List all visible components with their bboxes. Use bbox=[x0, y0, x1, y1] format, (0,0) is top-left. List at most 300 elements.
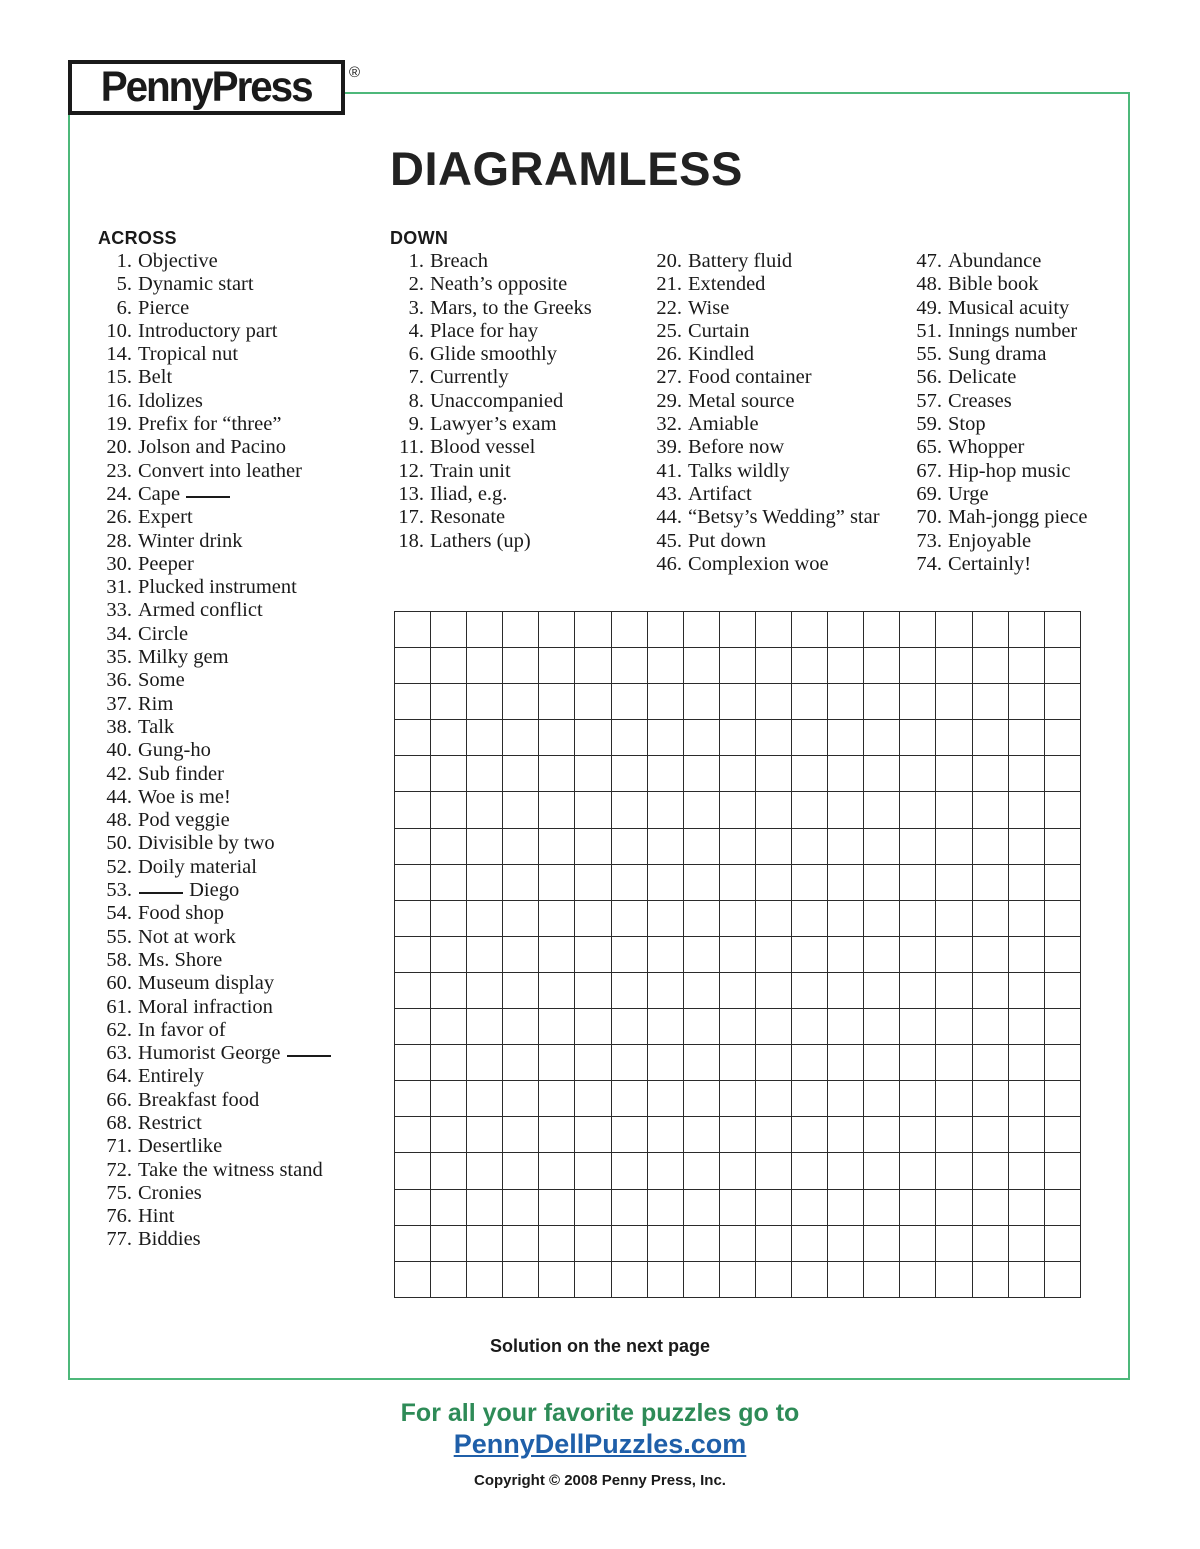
grid-cell[interactable] bbox=[828, 1009, 864, 1045]
grid-cell[interactable] bbox=[431, 1189, 467, 1225]
grid-cell[interactable] bbox=[1044, 792, 1080, 828]
grid-cell[interactable] bbox=[395, 720, 431, 756]
grid-cell[interactable] bbox=[936, 648, 972, 684]
grid-cell[interactable] bbox=[755, 1117, 791, 1153]
grid-cell[interactable] bbox=[503, 648, 539, 684]
grid-cell[interactable] bbox=[864, 1189, 900, 1225]
grid-cell[interactable] bbox=[467, 1225, 503, 1261]
grid-cell[interactable] bbox=[467, 972, 503, 1008]
grid-cell[interactable] bbox=[936, 972, 972, 1008]
grid-cell[interactable] bbox=[719, 720, 755, 756]
grid-cell[interactable] bbox=[1044, 1045, 1080, 1081]
grid-cell[interactable] bbox=[1008, 684, 1044, 720]
grid-cell[interactable] bbox=[792, 972, 828, 1008]
grid-cell[interactable] bbox=[1008, 1153, 1044, 1189]
grid-cell[interactable] bbox=[792, 1081, 828, 1117]
grid-cell[interactable] bbox=[611, 828, 647, 864]
grid-cell[interactable] bbox=[539, 792, 575, 828]
grid-cell[interactable] bbox=[683, 1153, 719, 1189]
grid-cell[interactable] bbox=[900, 1225, 936, 1261]
grid-cell[interactable] bbox=[900, 792, 936, 828]
grid-cell[interactable] bbox=[575, 612, 611, 648]
grid-cell[interactable] bbox=[936, 1261, 972, 1297]
grid-cell[interactable] bbox=[395, 864, 431, 900]
grid-cell[interactable] bbox=[575, 1261, 611, 1297]
grid-cell[interactable] bbox=[647, 1117, 683, 1153]
grid-cell[interactable] bbox=[683, 1225, 719, 1261]
grid-cell[interactable] bbox=[575, 1045, 611, 1081]
grid-cell[interactable] bbox=[1044, 612, 1080, 648]
grid-cell[interactable] bbox=[467, 648, 503, 684]
grid-cell[interactable] bbox=[719, 1045, 755, 1081]
grid-cell[interactable] bbox=[864, 864, 900, 900]
grid-cell[interactable] bbox=[828, 900, 864, 936]
grid-cell[interactable] bbox=[900, 900, 936, 936]
grid-cell[interactable] bbox=[683, 756, 719, 792]
grid-cell[interactable] bbox=[647, 720, 683, 756]
grid-cell[interactable] bbox=[647, 1045, 683, 1081]
grid-cell[interactable] bbox=[972, 900, 1008, 936]
grid-cell[interactable] bbox=[503, 972, 539, 1008]
grid-cell[interactable] bbox=[719, 828, 755, 864]
grid-cell[interactable] bbox=[719, 684, 755, 720]
grid-cell[interactable] bbox=[647, 1261, 683, 1297]
grid-cell[interactable] bbox=[1044, 972, 1080, 1008]
grid-cell[interactable] bbox=[828, 864, 864, 900]
grid-cell[interactable] bbox=[431, 1117, 467, 1153]
grid-cell[interactable] bbox=[936, 720, 972, 756]
grid-cell[interactable] bbox=[683, 972, 719, 1008]
grid-cell[interactable] bbox=[755, 1225, 791, 1261]
grid-cell[interactable] bbox=[611, 684, 647, 720]
grid-cell[interactable] bbox=[755, 1045, 791, 1081]
grid-cell[interactable] bbox=[395, 612, 431, 648]
grid-cell[interactable] bbox=[755, 756, 791, 792]
grid-cell[interactable] bbox=[431, 612, 467, 648]
grid-cell[interactable] bbox=[719, 792, 755, 828]
grid-cell[interactable] bbox=[972, 1261, 1008, 1297]
grid-cell[interactable] bbox=[467, 1117, 503, 1153]
grid-cell[interactable] bbox=[719, 900, 755, 936]
grid-cell[interactable] bbox=[647, 1189, 683, 1225]
grid-cell[interactable] bbox=[1008, 756, 1044, 792]
grid-cell[interactable] bbox=[431, 936, 467, 972]
grid-cell[interactable] bbox=[611, 756, 647, 792]
grid-cell[interactable] bbox=[467, 684, 503, 720]
grid-cell[interactable] bbox=[900, 972, 936, 1008]
grid-cell[interactable] bbox=[972, 1153, 1008, 1189]
promo-url-link[interactable]: PennyDellPuzzles.com bbox=[453, 1429, 747, 1459]
grid-cell[interactable] bbox=[936, 1153, 972, 1189]
grid-cell[interactable] bbox=[828, 1081, 864, 1117]
grid-cell[interactable] bbox=[900, 1009, 936, 1045]
grid-cell[interactable] bbox=[467, 1081, 503, 1117]
grid-cell[interactable] bbox=[936, 1225, 972, 1261]
grid-cell[interactable] bbox=[683, 936, 719, 972]
grid-cell[interactable] bbox=[395, 684, 431, 720]
grid-cell[interactable] bbox=[395, 1117, 431, 1153]
grid-cell[interactable] bbox=[755, 612, 791, 648]
grid-cell[interactable] bbox=[864, 1153, 900, 1189]
grid-cell[interactable] bbox=[1008, 864, 1044, 900]
grid-cell[interactable] bbox=[828, 1045, 864, 1081]
grid-cell[interactable] bbox=[719, 1081, 755, 1117]
grid-cell[interactable] bbox=[611, 792, 647, 828]
grid-cell[interactable] bbox=[395, 1153, 431, 1189]
grid-cell[interactable] bbox=[539, 1081, 575, 1117]
grid-cell[interactable] bbox=[828, 756, 864, 792]
grid-cell[interactable] bbox=[539, 1189, 575, 1225]
grid-cell[interactable] bbox=[1008, 936, 1044, 972]
diagramless-puzzle-grid[interactable] bbox=[394, 611, 1081, 1298]
grid-cell[interactable] bbox=[575, 936, 611, 972]
grid-cell[interactable] bbox=[755, 864, 791, 900]
grid-cell[interactable] bbox=[575, 1009, 611, 1045]
grid-cell[interactable] bbox=[719, 864, 755, 900]
grid-cell[interactable] bbox=[539, 972, 575, 1008]
grid-cell[interactable] bbox=[467, 720, 503, 756]
grid-cell[interactable] bbox=[900, 684, 936, 720]
grid-cell[interactable] bbox=[539, 864, 575, 900]
grid-cell[interactable] bbox=[395, 1225, 431, 1261]
grid-cell[interactable] bbox=[611, 1081, 647, 1117]
grid-cell[interactable] bbox=[828, 792, 864, 828]
grid-cell[interactable] bbox=[1044, 1153, 1080, 1189]
grid-cell[interactable] bbox=[755, 828, 791, 864]
grid-cell[interactable] bbox=[503, 1081, 539, 1117]
grid-cell[interactable] bbox=[1044, 720, 1080, 756]
grid-cell[interactable] bbox=[1008, 1045, 1044, 1081]
grid-cell[interactable] bbox=[1008, 1225, 1044, 1261]
grid-cell[interactable] bbox=[611, 1117, 647, 1153]
grid-cell[interactable] bbox=[792, 864, 828, 900]
grid-cell[interactable] bbox=[1044, 1117, 1080, 1153]
grid-cell[interactable] bbox=[972, 1117, 1008, 1153]
grid-cell[interactable] bbox=[503, 864, 539, 900]
grid-cell[interactable] bbox=[1044, 936, 1080, 972]
grid-cell[interactable] bbox=[1008, 1261, 1044, 1297]
grid-cell[interactable] bbox=[792, 684, 828, 720]
grid-cell[interactable] bbox=[864, 972, 900, 1008]
grid-cell[interactable] bbox=[395, 900, 431, 936]
grid-cell[interactable] bbox=[611, 1153, 647, 1189]
grid-cell[interactable] bbox=[503, 1261, 539, 1297]
grid-cell[interactable] bbox=[467, 1045, 503, 1081]
grid-cell[interactable] bbox=[936, 936, 972, 972]
grid-cell[interactable] bbox=[611, 864, 647, 900]
grid-cell[interactable] bbox=[395, 1009, 431, 1045]
grid-cell[interactable] bbox=[575, 792, 611, 828]
grid-cell[interactable] bbox=[647, 828, 683, 864]
grid-cell[interactable] bbox=[467, 612, 503, 648]
grid-cell[interactable] bbox=[647, 972, 683, 1008]
grid-cell[interactable] bbox=[683, 1261, 719, 1297]
grid-cell[interactable] bbox=[611, 972, 647, 1008]
grid-cell[interactable] bbox=[864, 1081, 900, 1117]
grid-cell[interactable] bbox=[792, 936, 828, 972]
grid-cell[interactable] bbox=[683, 648, 719, 684]
grid-cell[interactable] bbox=[611, 1045, 647, 1081]
grid-cell[interactable] bbox=[864, 612, 900, 648]
grid-cell[interactable] bbox=[1044, 648, 1080, 684]
grid-cell[interactable] bbox=[900, 612, 936, 648]
grid-cell[interactable] bbox=[1044, 900, 1080, 936]
grid-cell[interactable] bbox=[575, 648, 611, 684]
grid-cell[interactable] bbox=[972, 684, 1008, 720]
grid-cell[interactable] bbox=[972, 864, 1008, 900]
grid-cell[interactable] bbox=[395, 1261, 431, 1297]
grid-cell[interactable] bbox=[575, 972, 611, 1008]
grid-cell[interactable] bbox=[719, 648, 755, 684]
grid-cell[interactable] bbox=[828, 1189, 864, 1225]
grid-cell[interactable] bbox=[467, 828, 503, 864]
grid-cell[interactable] bbox=[864, 648, 900, 684]
grid-cell[interactable] bbox=[900, 1153, 936, 1189]
grid-cell[interactable] bbox=[828, 684, 864, 720]
grid-cell[interactable] bbox=[539, 1225, 575, 1261]
grid-cell[interactable] bbox=[503, 612, 539, 648]
grid-cell[interactable] bbox=[900, 864, 936, 900]
grid-cell[interactable] bbox=[647, 792, 683, 828]
grid-cell[interactable] bbox=[1044, 864, 1080, 900]
grid-cell[interactable] bbox=[1008, 1189, 1044, 1225]
grid-cell[interactable] bbox=[755, 1009, 791, 1045]
grid-cell[interactable] bbox=[431, 1153, 467, 1189]
grid-cell[interactable] bbox=[647, 1009, 683, 1045]
grid-cell[interactable] bbox=[611, 936, 647, 972]
grid-cell[interactable] bbox=[792, 648, 828, 684]
grid-cell[interactable] bbox=[503, 1225, 539, 1261]
grid-cell[interactable] bbox=[972, 828, 1008, 864]
grid-cell[interactable] bbox=[539, 900, 575, 936]
grid-cell[interactable] bbox=[719, 1261, 755, 1297]
grid-cell[interactable] bbox=[683, 900, 719, 936]
grid-cell[interactable] bbox=[972, 936, 1008, 972]
grid-cell[interactable] bbox=[467, 1189, 503, 1225]
grid-cell[interactable] bbox=[647, 936, 683, 972]
grid-cell[interactable] bbox=[575, 1117, 611, 1153]
grid-cell[interactable] bbox=[792, 1189, 828, 1225]
grid-cell[interactable] bbox=[1044, 1081, 1080, 1117]
grid-cell[interactable] bbox=[719, 1009, 755, 1045]
grid-cell[interactable] bbox=[503, 720, 539, 756]
grid-cell[interactable] bbox=[936, 828, 972, 864]
grid-cell[interactable] bbox=[719, 972, 755, 1008]
grid-cell[interactable] bbox=[936, 612, 972, 648]
grid-cell[interactable] bbox=[575, 828, 611, 864]
grid-cell[interactable] bbox=[864, 1225, 900, 1261]
grid-cell[interactable] bbox=[864, 1009, 900, 1045]
grid-cell[interactable] bbox=[900, 1261, 936, 1297]
grid-cell[interactable] bbox=[503, 1009, 539, 1045]
grid-cell[interactable] bbox=[828, 1153, 864, 1189]
grid-cell[interactable] bbox=[1044, 1261, 1080, 1297]
grid-cell[interactable] bbox=[1008, 972, 1044, 1008]
grid-cell[interactable] bbox=[611, 720, 647, 756]
grid-cell[interactable] bbox=[467, 1009, 503, 1045]
grid-cell[interactable] bbox=[828, 828, 864, 864]
grid-cell[interactable] bbox=[936, 900, 972, 936]
grid-cell[interactable] bbox=[755, 972, 791, 1008]
grid-cell[interactable] bbox=[395, 792, 431, 828]
grid-cell[interactable] bbox=[1008, 900, 1044, 936]
grid-cell[interactable] bbox=[647, 1153, 683, 1189]
grid-cell[interactable] bbox=[828, 1225, 864, 1261]
grid-cell[interactable] bbox=[431, 1009, 467, 1045]
grid-cell[interactable] bbox=[503, 1117, 539, 1153]
grid-cell[interactable] bbox=[683, 1081, 719, 1117]
grid-cell[interactable] bbox=[900, 720, 936, 756]
grid-cell[interactable] bbox=[936, 864, 972, 900]
grid-cell[interactable] bbox=[972, 1189, 1008, 1225]
grid-cell[interactable] bbox=[395, 648, 431, 684]
grid-cell[interactable] bbox=[972, 1081, 1008, 1117]
grid-cell[interactable] bbox=[792, 1225, 828, 1261]
grid-cell[interactable] bbox=[864, 792, 900, 828]
grid-cell[interactable] bbox=[647, 864, 683, 900]
grid-cell[interactable] bbox=[1044, 756, 1080, 792]
grid-cell[interactable] bbox=[467, 1153, 503, 1189]
grid-cell[interactable] bbox=[719, 612, 755, 648]
grid-cell[interactable] bbox=[503, 900, 539, 936]
grid-cell[interactable] bbox=[431, 792, 467, 828]
grid-cell[interactable] bbox=[972, 1009, 1008, 1045]
grid-cell[interactable] bbox=[792, 1153, 828, 1189]
grid-cell[interactable] bbox=[792, 1261, 828, 1297]
grid-cell[interactable] bbox=[683, 1009, 719, 1045]
grid-cell[interactable] bbox=[431, 900, 467, 936]
grid-cell[interactable] bbox=[719, 936, 755, 972]
grid-cell[interactable] bbox=[539, 1153, 575, 1189]
grid-cell[interactable] bbox=[1008, 1009, 1044, 1045]
grid-cell[interactable] bbox=[575, 864, 611, 900]
grid-cell[interactable] bbox=[1008, 828, 1044, 864]
grid-cell[interactable] bbox=[792, 792, 828, 828]
grid-cell[interactable] bbox=[792, 756, 828, 792]
grid-cell[interactable] bbox=[395, 1045, 431, 1081]
grid-cell[interactable] bbox=[864, 1261, 900, 1297]
grid-cell[interactable] bbox=[936, 1045, 972, 1081]
grid-cell[interactable] bbox=[539, 612, 575, 648]
grid-cell[interactable] bbox=[900, 648, 936, 684]
grid-cell[interactable] bbox=[431, 1225, 467, 1261]
grid-cell[interactable] bbox=[1008, 648, 1044, 684]
grid-cell[interactable] bbox=[792, 828, 828, 864]
grid-cell[interactable] bbox=[755, 720, 791, 756]
grid-cell[interactable] bbox=[431, 1045, 467, 1081]
grid-cell[interactable] bbox=[900, 1081, 936, 1117]
grid-cell[interactable] bbox=[647, 648, 683, 684]
grid-cell[interactable] bbox=[792, 612, 828, 648]
grid-cell[interactable] bbox=[972, 756, 1008, 792]
grid-cell[interactable] bbox=[431, 720, 467, 756]
grid-cell[interactable] bbox=[539, 648, 575, 684]
grid-cell[interactable] bbox=[755, 1153, 791, 1189]
grid-cell[interactable] bbox=[575, 684, 611, 720]
grid-cell[interactable] bbox=[611, 1261, 647, 1297]
grid-cell[interactable] bbox=[611, 1225, 647, 1261]
grid-cell[interactable] bbox=[503, 828, 539, 864]
grid-cell[interactable] bbox=[864, 900, 900, 936]
grid-cell[interactable] bbox=[539, 936, 575, 972]
grid-cell[interactable] bbox=[828, 1261, 864, 1297]
grid-cell[interactable] bbox=[936, 684, 972, 720]
grid-cell[interactable] bbox=[755, 936, 791, 972]
grid-cell[interactable] bbox=[539, 1045, 575, 1081]
grid-cell[interactable] bbox=[900, 756, 936, 792]
grid-cell[interactable] bbox=[683, 1189, 719, 1225]
grid-cell[interactable] bbox=[467, 864, 503, 900]
grid-cell[interactable] bbox=[828, 720, 864, 756]
grid-cell[interactable] bbox=[395, 1189, 431, 1225]
grid-cell[interactable] bbox=[828, 972, 864, 1008]
grid-cell[interactable] bbox=[395, 1081, 431, 1117]
grid-cell[interactable] bbox=[755, 1189, 791, 1225]
grid-cell[interactable] bbox=[503, 756, 539, 792]
grid-cell[interactable] bbox=[1044, 828, 1080, 864]
grid-cell[interactable] bbox=[575, 1081, 611, 1117]
grid-cell[interactable] bbox=[539, 1261, 575, 1297]
grid-cell[interactable] bbox=[719, 756, 755, 792]
grid-cell[interactable] bbox=[395, 936, 431, 972]
grid-cell[interactable] bbox=[936, 1117, 972, 1153]
grid-cell[interactable] bbox=[936, 1081, 972, 1117]
grid-cell[interactable] bbox=[683, 828, 719, 864]
grid-cell[interactable] bbox=[900, 828, 936, 864]
grid-cell[interactable] bbox=[972, 648, 1008, 684]
grid-cell[interactable] bbox=[864, 936, 900, 972]
grid-cell[interactable] bbox=[900, 1189, 936, 1225]
grid-cell[interactable] bbox=[719, 1117, 755, 1153]
grid-cell[interactable] bbox=[575, 1153, 611, 1189]
grid-cell[interactable] bbox=[503, 1045, 539, 1081]
grid-cell[interactable] bbox=[683, 720, 719, 756]
grid-cell[interactable] bbox=[1044, 684, 1080, 720]
grid-cell[interactable] bbox=[467, 936, 503, 972]
grid-cell[interactable] bbox=[431, 1261, 467, 1297]
grid-cell[interactable] bbox=[611, 612, 647, 648]
grid-cell[interactable] bbox=[719, 1153, 755, 1189]
grid-cell[interactable] bbox=[864, 1117, 900, 1153]
grid-cell[interactable] bbox=[972, 1045, 1008, 1081]
grid-cell[interactable] bbox=[1044, 1009, 1080, 1045]
grid-cell[interactable] bbox=[972, 972, 1008, 1008]
grid-cell[interactable] bbox=[864, 756, 900, 792]
grid-cell[interactable] bbox=[792, 1009, 828, 1045]
grid-cell[interactable] bbox=[792, 720, 828, 756]
grid-cell[interactable] bbox=[1008, 1117, 1044, 1153]
grid-cell[interactable] bbox=[683, 864, 719, 900]
grid-cell[interactable] bbox=[864, 1045, 900, 1081]
grid-cell[interactable] bbox=[431, 756, 467, 792]
grid-cell[interactable] bbox=[755, 648, 791, 684]
grid-cell[interactable] bbox=[755, 1081, 791, 1117]
grid-cell[interactable] bbox=[719, 1189, 755, 1225]
grid-cell[interactable] bbox=[1044, 1225, 1080, 1261]
grid-cell[interactable] bbox=[647, 1081, 683, 1117]
grid-cell[interactable] bbox=[503, 684, 539, 720]
grid-cell[interactable] bbox=[575, 1225, 611, 1261]
grid-cell[interactable] bbox=[828, 1117, 864, 1153]
grid-cell[interactable] bbox=[575, 900, 611, 936]
grid-cell[interactable] bbox=[395, 972, 431, 1008]
grid-cell[interactable] bbox=[395, 756, 431, 792]
grid-cell[interactable] bbox=[467, 756, 503, 792]
grid-cell[interactable] bbox=[539, 1009, 575, 1045]
grid-cell[interactable] bbox=[828, 936, 864, 972]
grid-cell[interactable] bbox=[683, 1045, 719, 1081]
grid-cell[interactable] bbox=[683, 684, 719, 720]
